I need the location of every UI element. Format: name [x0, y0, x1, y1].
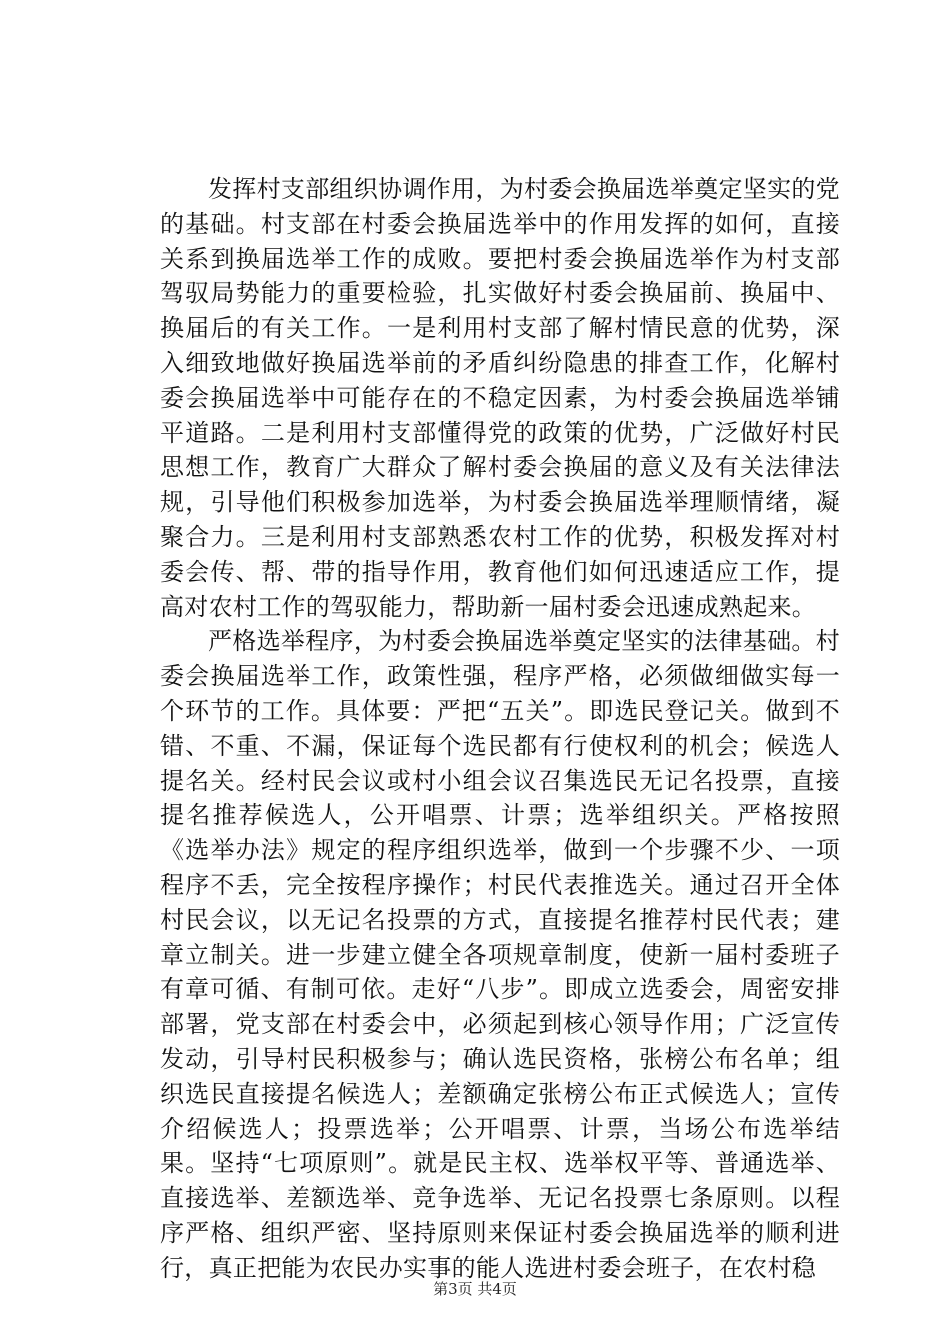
- paragraph-1: 发挥村支部组织协调作用，为村委会换届选举奠定坚实的党的基础。村支部在村委会换届选举中的作用发挥的如何，直接关系到换届选举工作的成败。要把村委会换届选举作为村支部驾驭局势能力的重要检验，扎实做好村委会换届前、换届中、换届后的有关工作。一是利用村支部了解村情民意的优势，深入细致地做好换届选举前的矛盾纠纷隐患的排查工作，化解村委会换届选举中可能存在的不稳定因素，为村委会换届选举铺平道路。二是利用村支部懂得党的政策的优势，广泛做好村民思想工作，教育广大群众了解村委会换届的意义及有关法律法规，引导他们积极参加选举，为村委会换届选举理顺情绪，凝聚合力。三是利用村支部熟悉农村工作的优势，积极发挥对村委会传、帮、带的指导作用，教育他们如何迅速适应工作，提高对农村工作的驾驭能力，帮助新一届村委会迅速成熟起来。: [160, 175, 840, 621]
- page-number-footer: 第3页 共4页: [433, 1280, 517, 1298]
- paragraph-2: 严格选举程序，为村委会换届选举奠定坚实的法律基础。村委会换届选举工作，政策性强，程序严格，必须做细做实每一个环节的工作。具体要：严把“五关”。即选民登记关。做到不错、不重、不漏，保证每个选民都有行使权利的机会；候选人提名关。经村民会议或村小组会议召集选民无记名投票，直接提名推荐候选人，公开唱票、计票；选举组织关。严格按照《选举办法》规定的程序组织选举，做到一个步骤不少、一项程序不丢，完全按程序操作；村民代表推选关。通过召开全体村民会议，以无记名投票的方式，直接提名推荐村民代表；建章立制关。进一步建立健全各项规章制度，使新一届村委班子有章可循、有制可依。走好“八步”。即成立选委会，周密安排部署，党支部在村委会中，必须起到核心领导作用；广泛宣传发动，引导村民积极参与；确认选民资格，张榜公布名单；组织选民直接提名候选人；差额确定张榜公布正式候选人；宣传介绍候选人；投票选举；公开唱票、计票，当场公布选举结果。坚持“七项原则”。就是民主权、选举权平等、普通选举、直接选举、差额选举、竞争选举、无记名投票七条原则。以程序严格、组织严密、坚持原则来保证村委会换届选举的顺利进行，真正把能为农民办实事的能人选进村委会班子，在农村稳: [160, 627, 840, 1282]
- document-body: [160, 172, 840, 1286]
